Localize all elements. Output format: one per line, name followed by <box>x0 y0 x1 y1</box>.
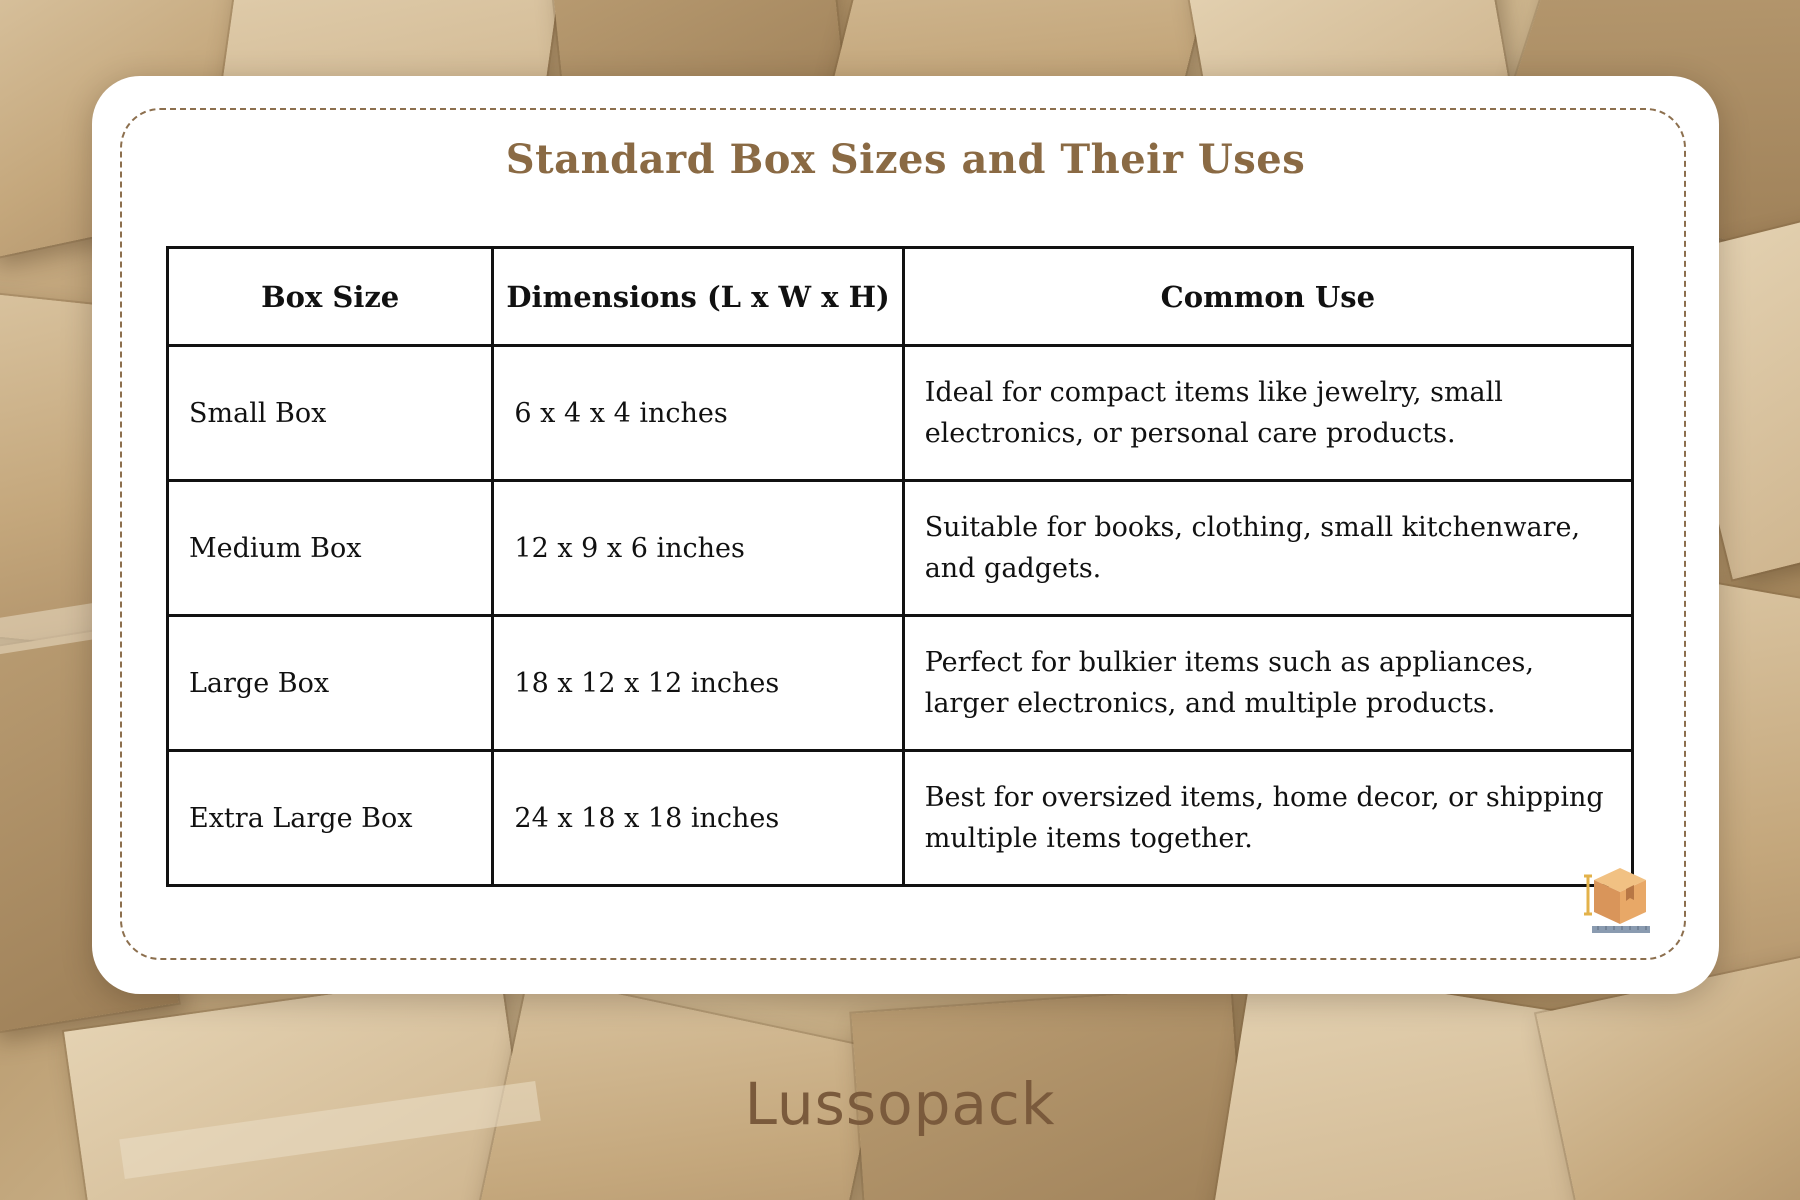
header-common-use: Common Use <box>903 248 1632 346</box>
brand-logo: Lussopack <box>744 1070 1056 1138</box>
cell-dimensions: 12 x 9 x 6 inches <box>493 481 903 616</box>
cell-common-use: Suitable for books, clothing, small kitchenware, and gadgets. <box>903 481 1632 616</box>
cell-common-use: Perfect for bulkier items such as appliances, larger electronics, and multiple products. <box>903 616 1632 751</box>
cell-dimensions: 6 x 4 x 4 inches <box>493 346 903 481</box>
page-title: Standard Box Sizes and Their Uses <box>505 136 1306 183</box>
table-header-row <box>168 248 1633 346</box>
cell-common-use: Best for oversized items, home decor, or shipping multiple items together. <box>903 751 1632 886</box>
cell-dimensions: 18 x 12 x 12 inches <box>493 616 903 751</box>
cell-box-size: Large Box <box>168 616 493 751</box>
cell-box-size: Extra Large Box <box>168 751 493 886</box>
table-row <box>168 751 1633 886</box>
box-measurement-icon <box>1582 862 1652 934</box>
box-sizes-table <box>166 246 1634 887</box>
table-row <box>168 481 1633 616</box>
table-row <box>168 346 1633 481</box>
info-card <box>92 76 1719 994</box>
cell-box-size: Small Box <box>168 346 493 481</box>
cell-box-size: Medium Box <box>168 481 493 616</box>
header-box-size: Box Size <box>168 248 493 346</box>
cell-dimensions: 24 x 18 x 18 inches <box>493 751 903 886</box>
table-row <box>168 616 1633 751</box>
header-dimensions: Dimensions (L x W x H) <box>493 248 903 346</box>
cell-common-use: Ideal for compact items like jewelry, small electronics, or personal care products. <box>903 346 1632 481</box>
